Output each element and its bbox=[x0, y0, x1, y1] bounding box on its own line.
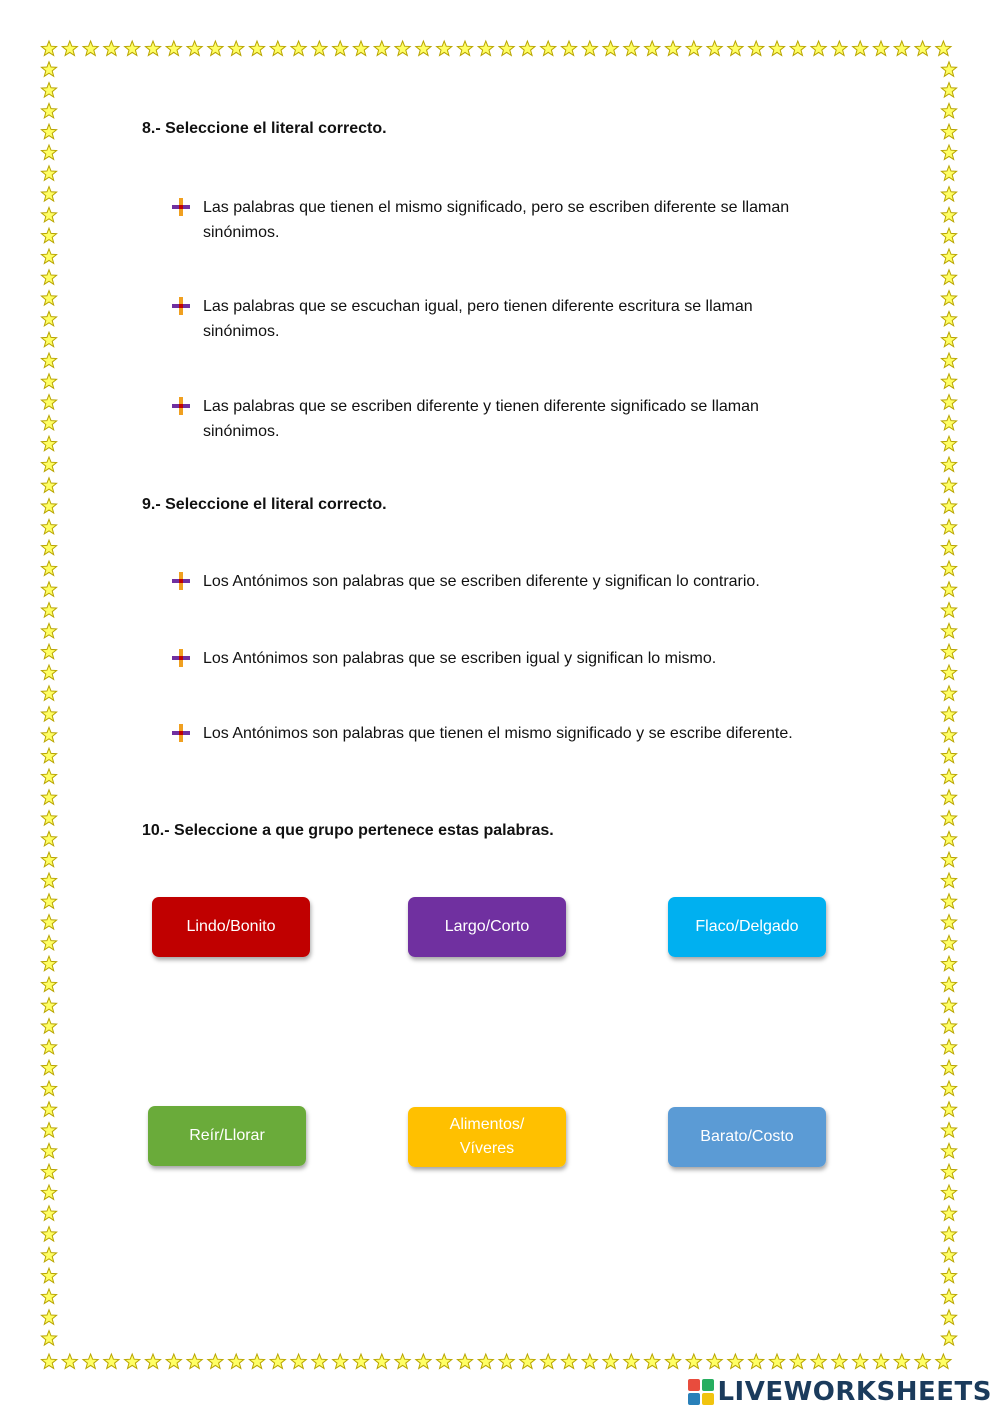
word-chip-lindo-bonito[interactable] bbox=[152, 897, 310, 957]
chip-label: Largo/Corto bbox=[444, 918, 530, 935]
chip-label: Lindo/Bonito bbox=[186, 918, 276, 935]
option-text: Los Antónimos son palabras que se escriben diferente y significan lo contrario. bbox=[203, 573, 760, 590]
option-text: Los Antónimos son palabras que tienen el mismo significado y se escribe diferente. bbox=[203, 725, 793, 742]
word-chip-reir-llorar[interactable] bbox=[148, 1106, 306, 1166]
word-chip-barato-costo[interactable] bbox=[668, 1107, 826, 1167]
question-8-option-a[interactable] bbox=[172, 195, 812, 245]
chip-label: Reír/Llorar bbox=[189, 1127, 265, 1144]
option-text: Las palabras que se escriben diferente y tienen diferente significado se llaman sinónimos. bbox=[203, 398, 759, 440]
liveworksheets-brand bbox=[688, 1377, 992, 1407]
bullet-icon bbox=[172, 397, 190, 415]
question-9-option-b[interactable] bbox=[172, 646, 852, 671]
bullet-icon bbox=[172, 649, 190, 667]
question-9-title: 9.- Seleccione el literal correcto. bbox=[142, 496, 387, 513]
word-chip-largo-corto[interactable] bbox=[408, 897, 566, 957]
chip-label: Alimentos/ Víveres bbox=[449, 1116, 525, 1157]
bullet-icon bbox=[172, 724, 190, 742]
question-8-option-b[interactable] bbox=[172, 294, 812, 344]
question-10-title: 10.- Seleccione a que grupo pertenece estas palabras. bbox=[142, 822, 554, 839]
bullet-icon bbox=[172, 572, 190, 590]
question-9-option-a[interactable] bbox=[172, 569, 852, 594]
brand-name: LIVEWORKSHEETS bbox=[717, 1377, 992, 1407]
bullet-icon bbox=[172, 297, 190, 315]
question-8-title: 8.- Seleccione el literal correcto. bbox=[142, 120, 387, 137]
option-text: Las palabras que se escuchan igual, pero tienen diferente escritura se llaman sinónimos. bbox=[203, 298, 753, 340]
bullet-icon bbox=[172, 198, 190, 216]
question-9-option-c[interactable] bbox=[172, 721, 852, 746]
option-text: Las palabras que tienen el mismo significado, pero se escriben diferente se llaman sinónimos. bbox=[203, 199, 790, 241]
chip-label: Barato/Costo bbox=[700, 1128, 794, 1145]
word-chip-flaco-delgado[interactable] bbox=[668, 897, 826, 957]
chip-label: Flaco/Delgado bbox=[695, 918, 799, 935]
option-text: Los Antónimos son palabras que se escriben igual y significan lo mismo. bbox=[203, 650, 717, 667]
question-8-option-c[interactable] bbox=[172, 394, 812, 444]
liveworksheets-logo-icon bbox=[688, 1379, 714, 1405]
word-chip-alimentos-viveres[interactable] bbox=[408, 1107, 566, 1167]
